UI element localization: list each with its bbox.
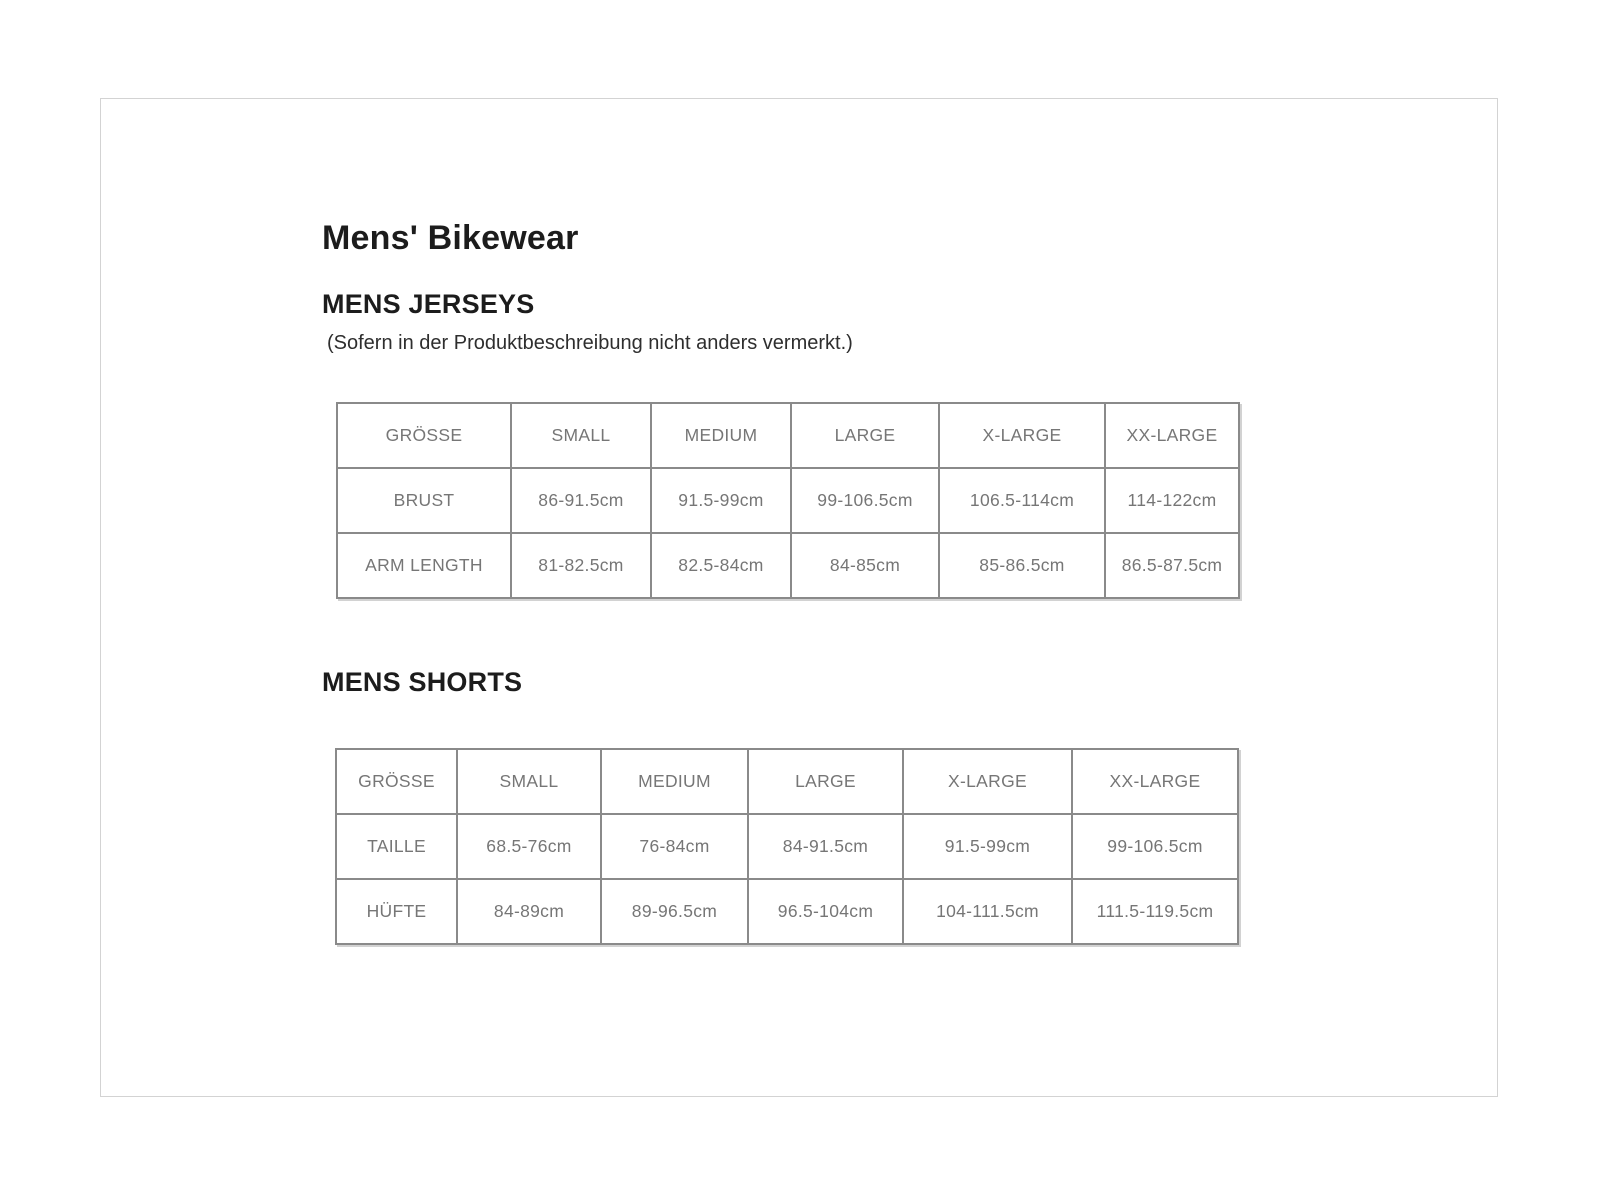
row-label-cell: TAILLE [336, 814, 457, 879]
table-header-cell: SMALL [511, 403, 651, 468]
content-card [100, 98, 1498, 1097]
table-header-row [336, 749, 1238, 814]
table-header-cell: MEDIUM [601, 749, 748, 814]
size-value-cell: 82.5-84cm [651, 533, 791, 598]
size-value-cell: 99-106.5cm [1072, 814, 1238, 879]
row-label-cell: HÜFTE [336, 879, 457, 944]
size-value-cell: 106.5-114cm [939, 468, 1105, 533]
jerseys-size-table [336, 402, 1240, 599]
shorts-size-table [335, 748, 1239, 945]
table-header-cell: X-LARGE [903, 749, 1072, 814]
jerseys-section-heading: MENS JERSEYS [322, 289, 535, 319]
table-header-cell: GRÖSSE [336, 749, 457, 814]
table-header-cell: LARGE [791, 403, 939, 468]
size-value-cell: 84-85cm [791, 533, 939, 598]
size-value-cell: 76-84cm [601, 814, 748, 879]
table-header-cell: SMALL [457, 749, 601, 814]
table-header-cell: X-LARGE [939, 403, 1105, 468]
size-value-cell: 86-91.5cm [511, 468, 651, 533]
table-row [337, 468, 1239, 533]
size-value-cell: 84-91.5cm [748, 814, 903, 879]
row-label-cell: ARM LENGTH [337, 533, 511, 598]
table-header-cell: MEDIUM [651, 403, 791, 468]
table-header-cell: XX-LARGE [1105, 403, 1239, 468]
size-value-cell: 81-82.5cm [511, 533, 651, 598]
table-row [337, 533, 1239, 598]
table-header-row [337, 403, 1239, 468]
size-value-cell: 99-106.5cm [791, 468, 939, 533]
size-value-cell: 86.5-87.5cm [1105, 533, 1239, 598]
size-value-cell: 84-89cm [457, 879, 601, 944]
size-value-cell: 89-96.5cm [601, 879, 748, 944]
table-header-cell: GRÖSSE [337, 403, 511, 468]
jerseys-section-note: (Sofern in der Produktbeschreibung nicht anders vermerkt.) [327, 332, 853, 354]
size-value-cell: 104-111.5cm [903, 879, 1072, 944]
size-value-cell: 85-86.5cm [939, 533, 1105, 598]
size-value-cell: 91.5-99cm [651, 468, 791, 533]
table-header-cell: XX-LARGE [1072, 749, 1238, 814]
size-value-cell: 68.5-76cm [457, 814, 601, 879]
size-value-cell: 114-122cm [1105, 468, 1239, 533]
row-label-cell: BRUST [337, 468, 511, 533]
size-value-cell: 111.5-119.5cm [1072, 879, 1238, 944]
page-title: Mens' Bikewear [322, 219, 579, 257]
size-value-cell: 91.5-99cm [903, 814, 1072, 879]
table-row [336, 814, 1238, 879]
shorts-section-heading: MENS SHORTS [322, 667, 523, 697]
table-row [336, 879, 1238, 944]
table-header-cell: LARGE [748, 749, 903, 814]
size-value-cell: 96.5-104cm [748, 879, 903, 944]
